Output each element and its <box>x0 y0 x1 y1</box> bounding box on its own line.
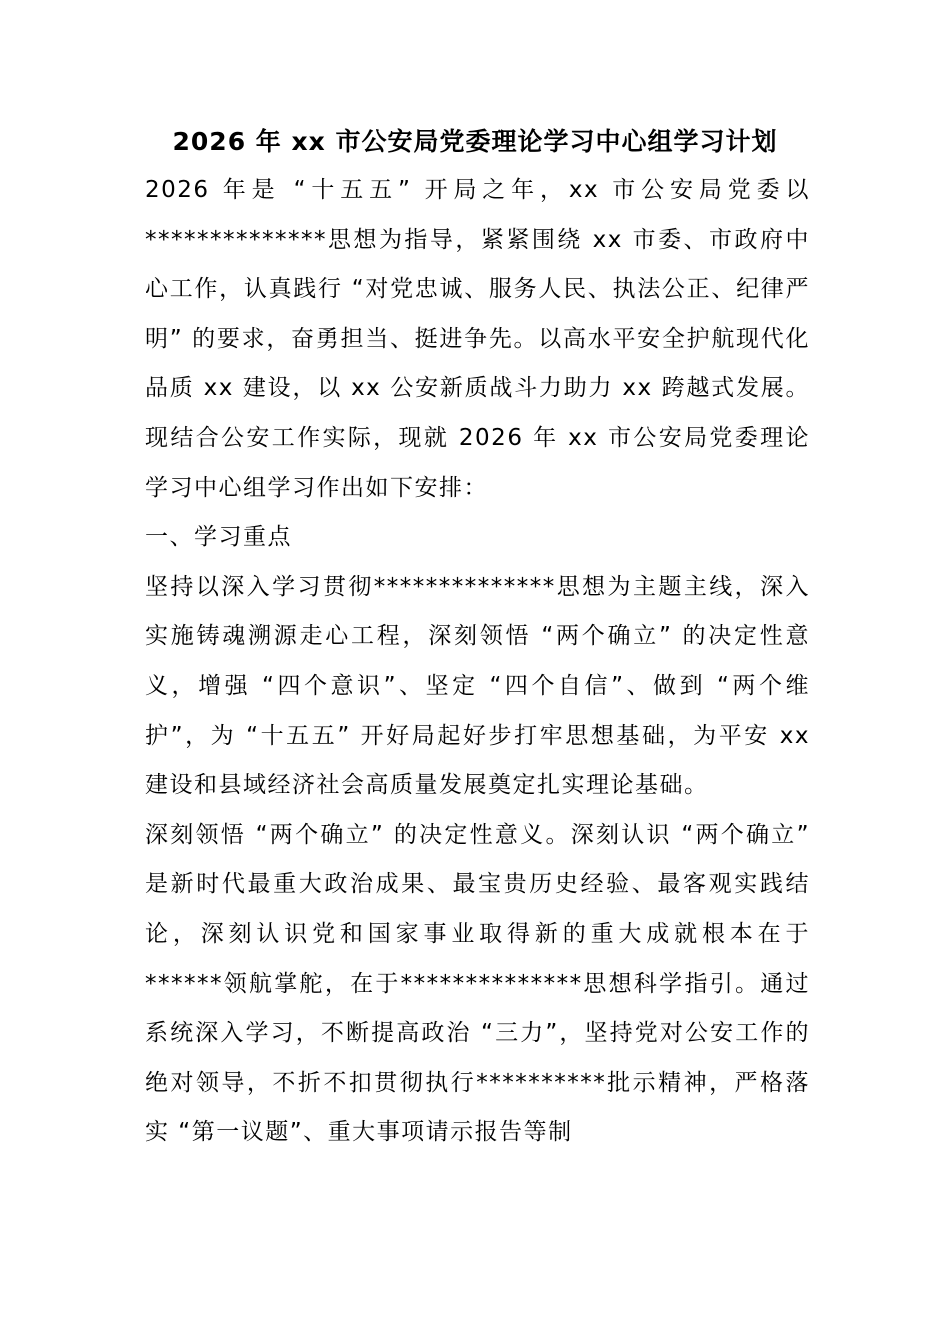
paragraph-two-establishments: 深刻领悟 “两个确立” 的决定性意义。深刻认识 “两个确立” 是新时代最重大政治成果、最宝贵历史经验、最客观实践结论，深刻认识党和国家事业取得新的重大成就根本在于******领航掌舵，在于**************思想科学指引。通过系统深入学习，不断提高政治 “三力”，坚持党对公安工作的绝对领导，不折不扣贯彻执行**********批示精神，严格落实 “第一议题”、重大事项请示报告等制 <box>145 821 810 1146</box>
document-body <box>145 166 810 1158</box>
section-heading-learning-focus: 一、学习重点 <box>145 524 292 551</box>
document-title: 2026 年 xx 市公安局党委理论学习中心组学习计划 <box>172 127 778 156</box>
paragraph-intro: 2026 年是 “十五五” 开局之年，xx 市公安局党委以**************思想为指导，紧紧围绕 xx 市委、市政府中心工作，认真践行 “对党忠诚、服务人民、执法公正、纪律严明” 的要求，奋勇担当、挺进争先。以高水平安全护航现代化品质 xx 建设，以 xx 公安新质战斗力助力 xx 跨越式发展。现结合公安工作实际，现就 2026 年 xx 市公安局党委理论学习中心组学习作出如下安排： <box>145 177 810 501</box>
paragraph-learning-focus: 坚持以深入学习贯彻**************思想为主题主线，深入实施铸魂溯源走心工程，深刻领悟 “两个确立” 的决定性意义，增强 “四个意识”、坚定 “四个自信”、做到 “两个维护”，为 “十五五” 开好局起好步打牢思想基础，为平安 xx 建设和县域经济社会高质量发展奠定扎实理论基础。 <box>145 573 811 799</box>
